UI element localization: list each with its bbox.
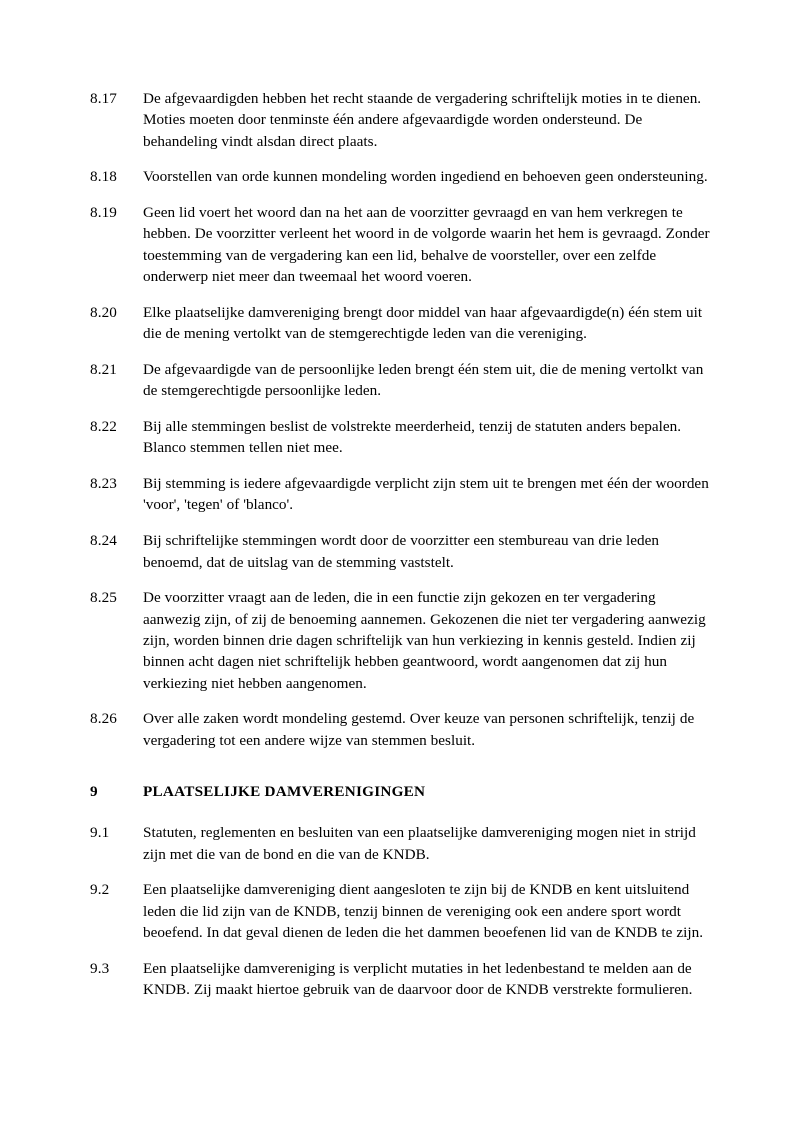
clause-8-26 (90, 708, 712, 751)
clause-text: Een plaatselijke damvereniging dient aangesloten te zijn bij de KNDB en kent uitsluitend leden die lid zijn van de KNDB, tenzij binnen de vereniging ook een andere sport wordt beoefend. In dat geval dienen de leden die het dammen beoefenen lid van de KNDB te zijn. (143, 881, 704, 941)
clause-number: 8.24 (90, 532, 117, 550)
clause-number: 8.25 (90, 589, 117, 607)
clause-number: 9.3 (90, 959, 110, 977)
clause-8-19 (90, 202, 712, 287)
section-title: PLAATSELIJKE DAMVERENIGINGEN (143, 782, 426, 800)
clause-number: 8.21 (90, 360, 117, 378)
clause-number: 8.17 (90, 90, 117, 107)
section-heading-9 (90, 781, 712, 802)
clause-text: Bij schriftelijke stemmingen wordt door de voorzitter een stembureau van drie leden benoemd, dat de uitslag van de stemming vaststelt. (143, 532, 660, 571)
document-content (90, 88, 712, 1000)
clause-text: De afgevaardigde van de persoonlijke leden brengt één stem uit, die de mening vertolkt van de stemgerechtigde persoonlijke leden. (143, 360, 704, 400)
clause-text: Voorstellen van orde kunnen mondeling worden ingediend en behoeven geen ondersteuning. (143, 168, 708, 186)
clause-8-18 (90, 166, 712, 187)
clause-9-2 (90, 879, 712, 943)
clause-8-25 (90, 587, 712, 693)
clause-8-21 (90, 359, 712, 402)
clause-number: 8.18 (90, 168, 117, 186)
clause-text: Bij alle stemmingen beslist de volstrekte meerderheid, tenzij de statuten anders bepalen. Blanco stemmen tellen niet mee. (143, 418, 682, 457)
clause-text: Elke plaatselijke damvereniging brengt door middel van haar afgevaardigde(n) één stem uit die de mening vertolkt van de stemgerechtigde leden van die vereniging. (143, 303, 703, 343)
clause-text: Over alle zaken wordt mondeling gestemd. Over keuze van personen schriftelijk, tenzij de vergadering tot een andere wijze van stemmen besluit. (143, 710, 695, 749)
clause-8-17 (90, 88, 712, 152)
clause-number: 8.26 (90, 710, 117, 728)
clause-9-3 (90, 958, 712, 1001)
clause-text: De afgevaardigden hebben het recht staande de vergadering schriftelijk moties in te dienen. Moties moeten door tenminste één andere afgevaardigde worden ondersteund. De behandeling vindt alsdan direct plaats. (143, 90, 702, 150)
section-number: 9 (90, 782, 98, 800)
clause-text: Bij stemming is iedere afgevaardigde verplicht zijn stem uit te brengen met één der woorden 'voor', 'tegen' of 'blanco'. (143, 475, 709, 514)
clause-text: Geen lid voert het woord dan na het aan de voorzitter gevraagd en van hem verkregen te hebben. De voorzitter verleent het woord in de volgorde waarin het hem is gevraagd. Zonder toestemming van de vergadering kan een lid, behalve de voorsteller, over een zelfde onderwerp niet meer dan tweemaal het woord voeren. (143, 204, 710, 286)
clause-number: 9.1 (90, 824, 110, 842)
clause-8-23 (90, 473, 712, 516)
clause-text: De voorzitter vraagt aan de leden, die in een functie zijn gekozen en ter vergadering aanwezig zijn, of zij de benoeming aannemen. Gekozenen die niet ter vergadering aanwezig zijn, worden binnen drie dagen schriftelijk van hun verkiezing in kennis gesteld. Indien zij binnen acht dagen niet schriftelijk hebben geantwoord, wordt aangenomen dat zij hun verkiezing niet hebben aangenomen. (143, 589, 706, 692)
clause-number: 9.2 (90, 881, 110, 899)
clause-number: 8.19 (90, 204, 117, 222)
clause-number: 8.22 (90, 418, 117, 436)
clause-9-1 (90, 822, 712, 865)
clause-number: 8.20 (90, 303, 117, 321)
clause-8-22 (90, 416, 712, 459)
clause-text: Een plaatselijke damvereniging is verplicht mutaties in het ledenbestand te melden aan de KNDB. Zij maakt hiertoe gebruik van de daarvoor door de KNDB verstrekte formulieren. (143, 959, 693, 998)
clause-8-24 (90, 530, 712, 573)
clause-8-20 (90, 302, 712, 345)
clause-number: 8.23 (90, 475, 117, 493)
clause-text: Statuten, reglementen en besluiten van een plaatselijke damvereniging mogen niet in strijd zijn met die van de bond en die van de KNDB. (143, 824, 696, 863)
